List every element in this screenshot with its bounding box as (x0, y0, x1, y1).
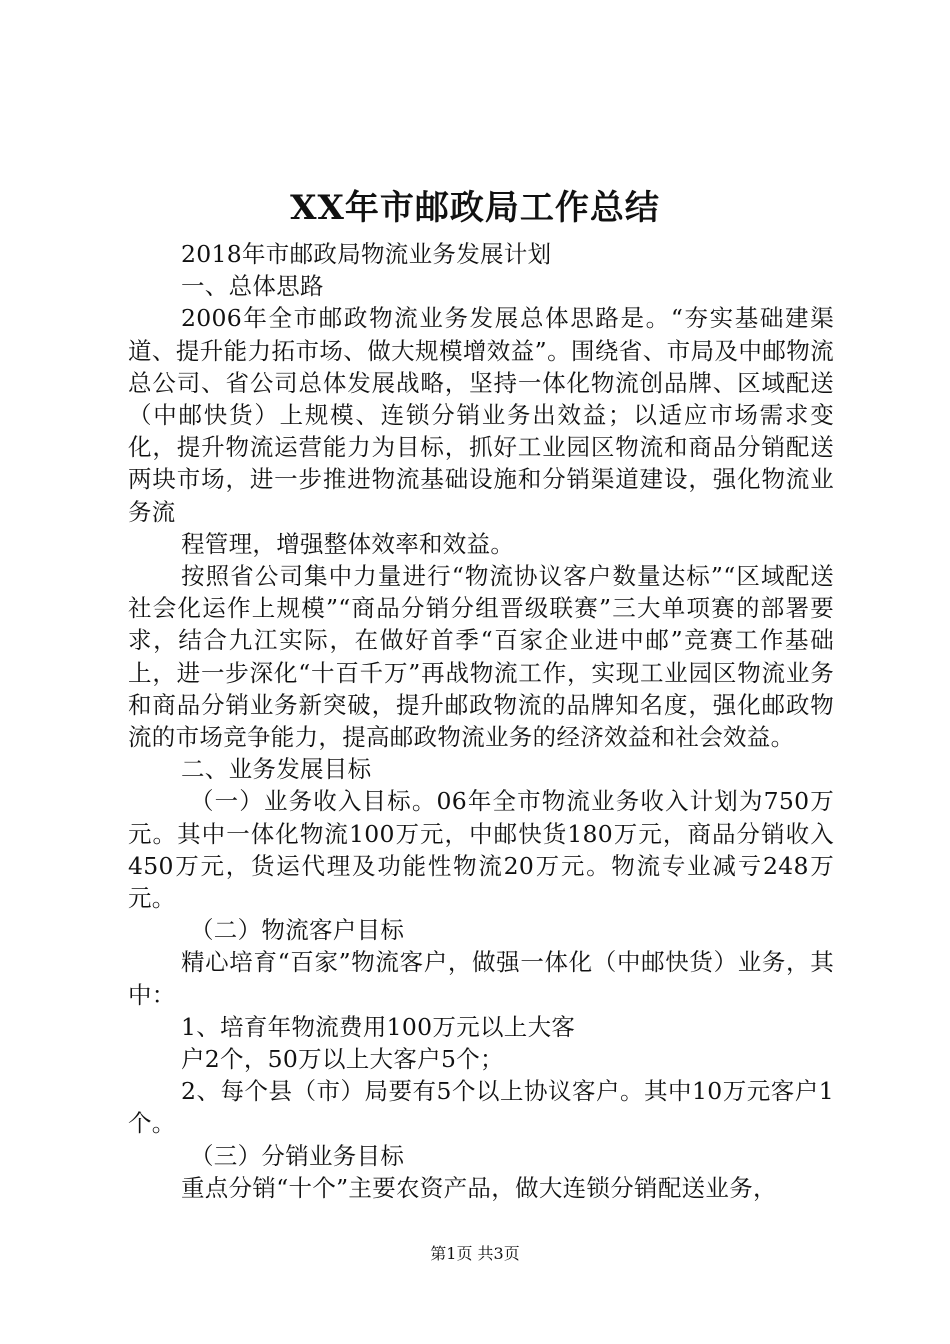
list-item-2: 2、每个县（市）局要有5个以上协议客户。其中10万元客户1个。 (128, 1077, 834, 1138)
plan-heading: 2018年市邮政局物流业务发展计划 (181, 240, 552, 268)
paragraph-customer-cultivation: 精心培育“百家”物流客户，做强一体化（中邮快货）业务，其中： (128, 948, 834, 1009)
document-title: XX年市邮政局工作总结 (290, 188, 660, 228)
paragraph-competition-requirements: 按照省公司集中力量进行“物流协议客户数量达标”“区域配送社会化运作上规模”“商品分销分组晋级联赛”三大单项赛的部署要求，结合九江实际，在做好首季“百家企业进中邮”竞赛工作基础上，进一步深化“十百千万”再战物流工作，实现工业园区物流业务和商品分销业务新突破，提升邮政物流的品牌知名度，强化邮政物流的市场竞争能力，提高邮政物流业务的经济效益和社会效益。 (128, 562, 834, 752)
subsection-heading-customers: （二）物流客户目标 (190, 916, 405, 945)
list-item-1: 1、培育年物流费用100万元以上大客 (181, 1012, 576, 1041)
paragraph-overall-approach: 2006年全市邮政物流业务发展总体思路是。“夯实基础建渠道、提升能力拓市场、做大规模增效益”。围绕省、市局及中邮物流总公司、省公司总体发展战略，坚持一体化物流创品牌、区域配送（中邮快货）上规模、连锁分销业务出效益；以适应市场需求变化，提升物流运营能力为目标，抓好工业园区物流和商品分销配送两块市场，进一步推进物流基础设施和分销渠道建设，强化物流业务流 (128, 304, 834, 526)
paragraph-revenue-target: （一）业务收入目标。06年全市物流业务收入计划为750万元。其中一体化物流100万元，中邮快货180万元，商品分销收入450万元，货运代理及功能性物流20万元。物流专业减亏248万元。 (128, 787, 834, 913)
section-heading-2: 二、业务发展目标 (181, 755, 372, 784)
subsection-heading-distribution: （三）分销业务目标 (190, 1141, 405, 1170)
paragraph-process-management: 程管理，增强整体效率和效益。 (181, 529, 515, 558)
paragraph-distribution: 重点分销“十个”主要农资产品，做大连锁分销配送业务， (181, 1173, 777, 1202)
document-body (128, 238, 834, 1204)
list-item-1-continued: 户2个，50万以上大客户5个； (181, 1045, 504, 1074)
page-footer: 第1页 共3页 (430, 1244, 520, 1263)
section-heading-1: 一、总体思路 (181, 272, 324, 301)
